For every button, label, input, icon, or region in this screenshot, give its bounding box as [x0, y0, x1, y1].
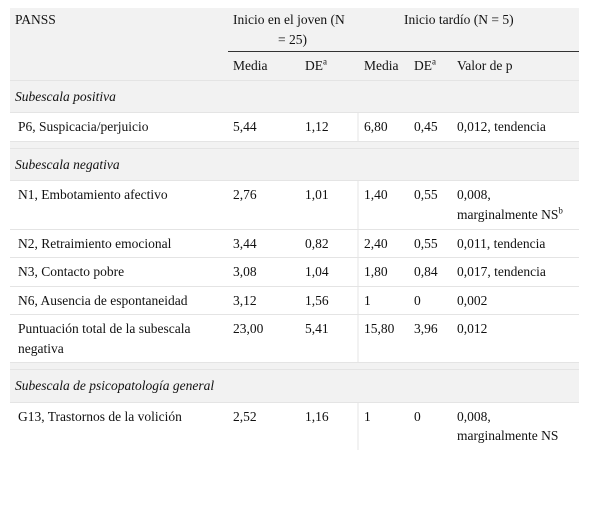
- cell-media-late: [359, 229, 409, 258]
- header-de-young: [300, 52, 357, 81]
- table-row: [10, 258, 579, 287]
- cell-item-label: [10, 113, 228, 142]
- section-title-row: [10, 370, 579, 403]
- cell-de-young: [300, 229, 357, 258]
- header-media-young-text: Media: [233, 58, 268, 74]
- cell-de-late-text: 0,84: [414, 264, 438, 280]
- cell-item-label: [10, 181, 228, 229]
- header-pvalue: [452, 52, 579, 81]
- cell-de-late: [409, 286, 452, 315]
- table-body: [10, 80, 579, 450]
- panss-table-container: [10, 8, 579, 450]
- cell-de-young: [300, 315, 357, 363]
- cell-media-late: [359, 315, 409, 363]
- table-row: [10, 181, 579, 229]
- cell-media-late-text: 15,80: [364, 321, 395, 337]
- cell-de-late-text: 0: [414, 408, 421, 424]
- header-young-onset-line1: Inicio en el joven (N: [233, 12, 345, 27]
- cell-media-young: [228, 286, 300, 315]
- cell-p-value: [452, 286, 579, 315]
- header-row-groups: [10, 8, 579, 52]
- cell-media-young: [228, 258, 300, 287]
- cell-de-late: [409, 229, 452, 258]
- cell-p-value: [452, 229, 579, 258]
- cell-media-late: [359, 402, 409, 450]
- cell-p-value-text: 0,011, tendencia: [457, 235, 546, 251]
- cell-media-young-text: 2,76: [233, 187, 257, 203]
- cell-item-label-text: N1, Embotamiento afectivo: [18, 187, 168, 203]
- header-panss-text: PANSS: [15, 12, 56, 27]
- cell-de-late-text: 0,55: [414, 235, 438, 251]
- cell-media-late-text: 1,80: [364, 264, 388, 280]
- cell-item-label-text: N2, Retraimiento emocional: [18, 235, 172, 251]
- cell-media-young: [228, 315, 300, 363]
- header-panss: [10, 8, 228, 52]
- header-row-columns: [10, 52, 579, 81]
- cell-media-young: [228, 113, 300, 142]
- cell-item-label-text: N3, Contacto pobre: [18, 264, 125, 280]
- cell-de-young: [300, 181, 357, 229]
- cell-item-label: [10, 229, 228, 258]
- cell-media-late-text: 6,80: [364, 119, 388, 135]
- section-spacer: [10, 363, 579, 370]
- cell-de-late-text: 0: [414, 292, 421, 308]
- cell-media-young: [228, 181, 300, 229]
- cell-de-young: [300, 286, 357, 315]
- panss-table: [10, 8, 579, 450]
- section-title: Subescala negativa: [10, 148, 579, 181]
- header-young-onset: [228, 8, 357, 52]
- cell-de-young-text: 1,04: [305, 264, 329, 280]
- cell-p-value: [452, 181, 579, 229]
- table-row: [10, 113, 579, 142]
- header-de-young-text: DE: [305, 58, 323, 74]
- cell-de-late-text: 0,45: [414, 119, 438, 135]
- section-title-row: [10, 80, 579, 113]
- cell-item-label: [10, 258, 228, 287]
- cell-de-late: [409, 258, 452, 287]
- cell-media-young-text: 5,44: [233, 119, 257, 135]
- cell-p-value: [452, 315, 579, 363]
- cell-p-value-text: 0,008, marginalmente NS: [457, 187, 559, 222]
- section-title: Subescala positiva: [10, 80, 579, 113]
- section-title: Subescala de psicopatología general: [10, 370, 579, 403]
- cell-p-value-text: 0,017, tendencia: [457, 264, 546, 280]
- header-pvalue-text: Valor de p: [457, 58, 513, 74]
- cell-media-late: [359, 113, 409, 142]
- cell-media-late-text: 2,40: [364, 235, 388, 251]
- header-media-young: [228, 52, 300, 81]
- header-de-late: [409, 52, 452, 81]
- cell-media-young-text: 3,08: [233, 264, 257, 280]
- cell-media-late-text: 1,40: [364, 187, 388, 203]
- p-value-footnote: b: [558, 205, 563, 216]
- cell-p-value: [452, 402, 579, 450]
- cell-de-young-text: 1,56: [305, 292, 329, 308]
- cell-p-value-text: 0,002: [457, 292, 488, 308]
- cell-media-late-text: 1: [364, 408, 371, 424]
- section-title-row: [10, 148, 579, 181]
- cell-media-late: [359, 181, 409, 229]
- cell-item-label-text: N6, Ausencia de espontaneidad: [18, 292, 188, 308]
- cell-de-late: [409, 113, 452, 142]
- header-de-young-sup: a: [323, 56, 327, 67]
- table-header: [10, 8, 579, 80]
- cell-item-label: [10, 315, 228, 363]
- header-media-late: [359, 52, 409, 81]
- cell-de-young: [300, 113, 357, 142]
- cell-item-label: [10, 286, 228, 315]
- cell-de-young-text: 5,41: [305, 321, 329, 337]
- cell-media-young-text: 3,12: [233, 292, 257, 308]
- cell-media-young-text: 2,52: [233, 408, 257, 424]
- cell-p-value-text: 0,012: [457, 321, 488, 337]
- cell-p-value-text: 0,008, marginalmente NS: [457, 408, 559, 444]
- cell-de-young: [300, 402, 357, 450]
- cell-item-label-text: P6, Suspicacia/perjuicio: [18, 119, 149, 135]
- cell-media-late: [359, 286, 409, 315]
- cell-p-value-text: 0,012, tendencia: [457, 119, 546, 135]
- cell-de-late: [409, 181, 452, 229]
- cell-de-late: [409, 315, 452, 363]
- header-late-onset-text: Inicio tardío (N = 5): [404, 12, 514, 27]
- cell-de-young-text: 1,01: [305, 187, 329, 203]
- section-spacer: [10, 141, 579, 148]
- cell-de-late: [409, 402, 452, 450]
- cell-p-value: [452, 258, 579, 287]
- cell-de-young: [300, 258, 357, 287]
- table-row: [10, 315, 579, 363]
- section-spacer-cell: [10, 141, 579, 148]
- header-de-late-text: DE: [414, 58, 432, 74]
- header-empty: [10, 52, 228, 81]
- cell-item-label-text: G13, Trastornos de la volición: [18, 408, 182, 424]
- header-young-onset-line2: = 25): [278, 31, 307, 47]
- table-row: [10, 286, 579, 315]
- cell-de-late-text: 3,96: [414, 321, 438, 337]
- cell-media-young: [228, 229, 300, 258]
- header-late-onset: [359, 8, 579, 52]
- cell-media-young: [228, 402, 300, 450]
- cell-media-young-text: 23,00: [233, 321, 264, 337]
- cell-media-late: [359, 258, 409, 287]
- cell-de-young-text: 0,82: [305, 235, 329, 251]
- section-spacer-cell: [10, 363, 579, 370]
- cell-media-young-text: 3,44: [233, 235, 257, 251]
- cell-media-late-text: 1: [364, 292, 371, 308]
- table-row: [10, 229, 579, 258]
- cell-p-value: [452, 113, 579, 142]
- cell-de-young-text: 1,12: [305, 119, 329, 135]
- table-row: [10, 402, 579, 450]
- cell-de-young-text: 1,16: [305, 408, 329, 424]
- header-de-late-sup: a: [432, 56, 436, 67]
- cell-item-label-text: Puntuación total de la subescala negativa: [18, 321, 191, 356]
- cell-de-late-text: 0,55: [414, 187, 438, 203]
- cell-item-label: [10, 402, 228, 450]
- header-media-late-text: Media: [364, 58, 399, 74]
